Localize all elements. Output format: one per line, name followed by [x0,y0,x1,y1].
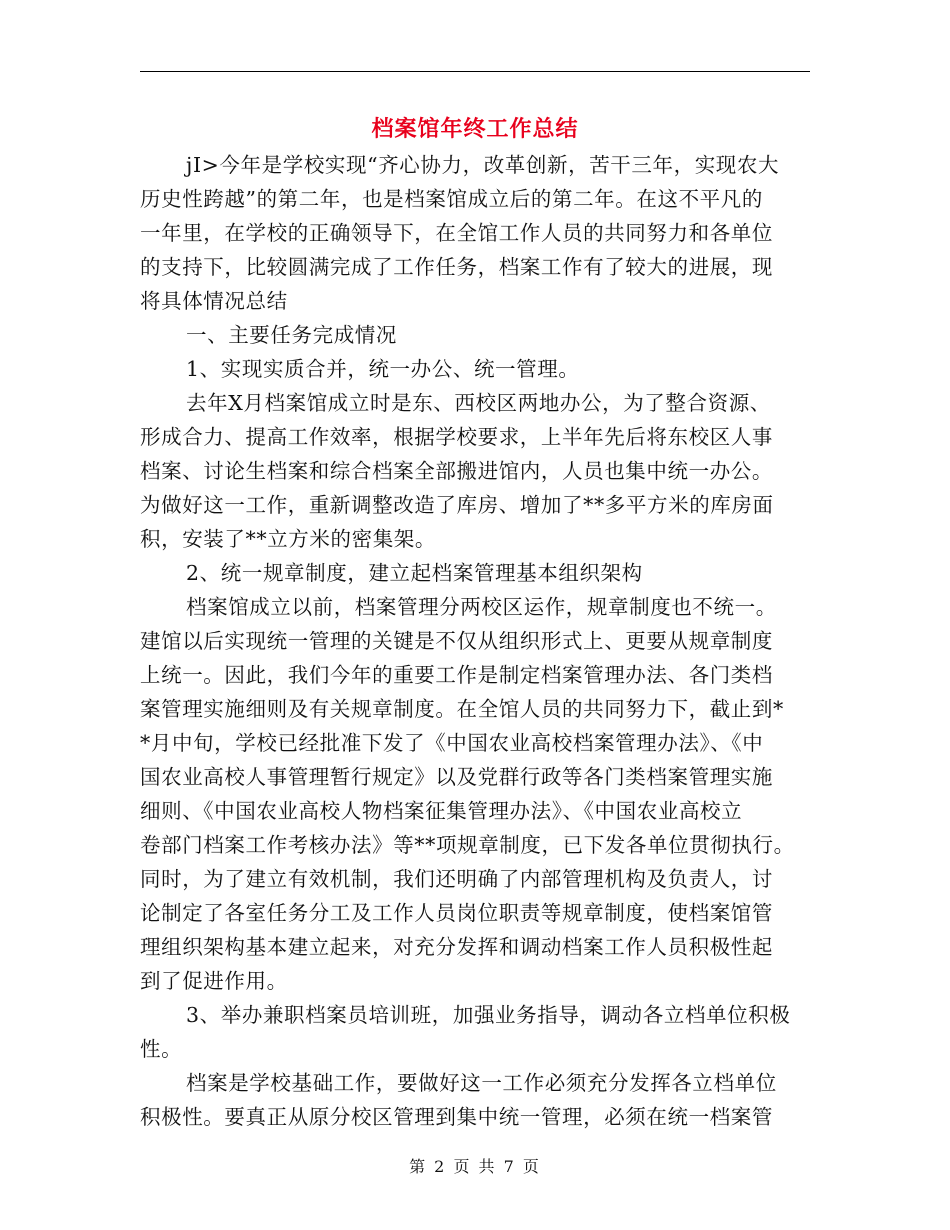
body-line: jI>今年是学校实现“齐心协力，改革创新，苦干三年，实现农大 [186,153,780,177]
body-line: 性。 [140,1037,183,1061]
body-line: 1、实现实质合并，统一办公、统一管理。 [186,357,580,381]
body-line: 上统一。因此，我们今年的重要工作是制定档案管理办法、各门类档 [140,663,773,687]
document-title: 档案馆年终工作总结 [371,117,579,142]
body-line: 去年X月档案馆成立时是东、西校区两地办公，为了整合资源、 [186,391,771,415]
body-line: 档案、讨论生档案和综合档案全部搬进馆内，人员也集中统一办公。 [140,459,773,483]
body-line: 细则、《中国农业高校人物档案征集管理办法》、《中国农业高校立 [140,799,743,823]
body-line: 建馆以后实现统一管理的关键是不仅从组织形式上、更要从规章制度 [140,629,773,653]
body-line: 形成合力、提高工作效率，根据学校要求，上半年先后将东校区人事 [140,425,773,449]
body-line: 案管理实施细则及有关规章制度。在全馆人员的共同努力下，截止到* [140,697,784,721]
body-line: 一、主要任务完成情况 [186,323,397,347]
body-line: 国农业高校人事管理暂行规定》以及党群行政等各门类档案管理实施 [140,765,773,789]
document-body [140,148,808,1134]
body-line: 同时，为了建立有效机制，我们还明确了内部管理机构及负责人，讨 [140,867,773,891]
body-line: 理组织架构基本建立起来，对充分发挥和调动档案工作人员积极性起 [140,935,773,959]
body-line: 的支持下，比较圆满完成了工作任务，档案工作有了较大的进展，现 [140,255,773,279]
body-line: 到了促进作用。 [140,969,288,993]
body-line: 为做好这一工作，重新调整改造了库房、增加了**多平方米的库房面 [140,493,774,517]
body-line: 一年里，在学校的正确领导下，在全馆工作人员的共同努力和各单位 [140,221,773,245]
body-line: 将具体情况总结 [140,289,288,313]
body-line: 历史性跨越”的第二年，也是档案馆成立后的第二年。在这不平凡的 [140,187,763,211]
body-line: 档案是学校基础工作，要做好这一工作必须充分发挥各立档单位 [186,1071,777,1095]
header-rule [140,71,810,72]
page-footer: 第 2 页 共 7 页 [409,1157,541,1176]
body-line: 积极性。要真正从原分校区管理到集中统一管理，必须在统一档案管 [140,1105,773,1129]
body-line: 积，安装了**立方米的密集架。 [140,527,436,551]
body-line: 论制定了各室任务分工及工作人员岗位职责等规章制度，使档案馆管 [140,901,773,925]
body-line: 2、统一规章制度，建立起档案管理基本组织架构 [186,561,643,585]
body-line: *月中旬，学校已经批准下发了《中国农业高校档案管理办法》、《中 [140,731,764,755]
body-line: 卷部门档案工作考核办法》等**项规章制度，已下发各单位贯彻执行。 [140,833,795,857]
body-line: 3、举办兼职档案员培训班，加强业务指导，调动各立档单位积极 [186,1003,791,1027]
body-line: 档案馆成立以前，档案管理分两校区运作，规章制度也不统一。 [186,595,777,619]
